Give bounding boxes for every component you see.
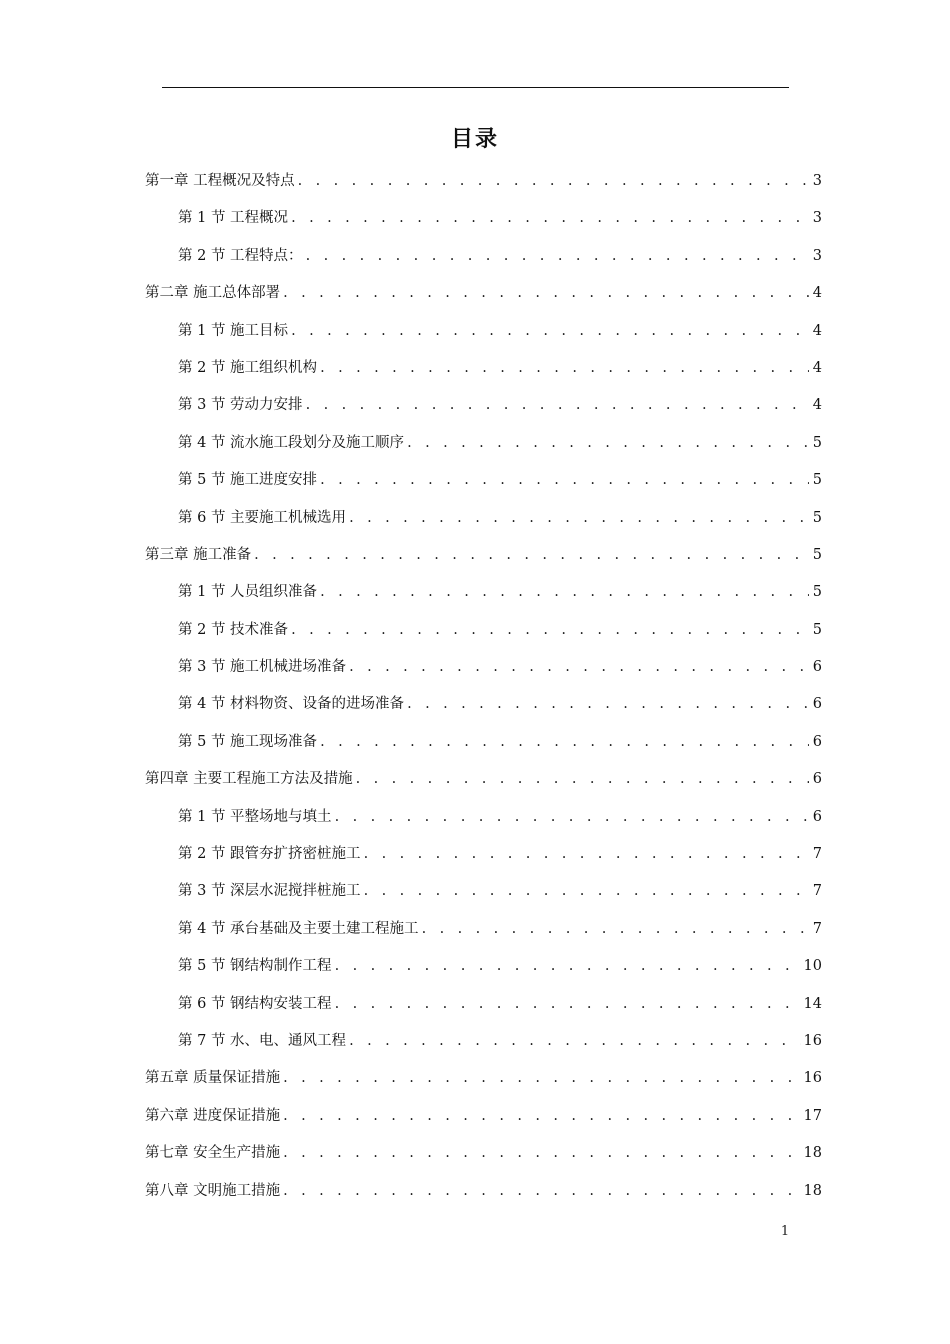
page-number: 1 — [780, 1224, 790, 1239]
toc-section-entry[interactable] — [145, 686, 822, 723]
toc-entry-label: 第 4 节 承台基础及主要土建工程施工 — [178, 920, 419, 937]
toc-entry-label: 第 6 节 钢结构安装工程 — [178, 995, 332, 1012]
dot-leader — [283, 1060, 800, 1097]
dot-leader — [407, 686, 809, 723]
toc-entry-label: 第一章 工程概况及特点 — [145, 173, 295, 189]
toc-section-entry[interactable] — [145, 238, 822, 275]
toc-entry-label: 第 1 节 工程概况 — [178, 210, 289, 227]
toc-chapter-entry[interactable] — [145, 1060, 822, 1097]
toc-entry-page: 3 — [812, 173, 822, 189]
dot-leader — [283, 275, 809, 312]
toc-entry-page: 3 — [812, 210, 822, 227]
dot-leader — [335, 986, 801, 1023]
table-of-contents — [145, 163, 822, 1210]
toc-entry-page: 6 — [812, 808, 822, 825]
toc-entry-page: 7 — [812, 846, 822, 863]
toc-chapter-entry[interactable] — [145, 275, 822, 312]
dot-leader — [306, 238, 809, 275]
toc-entry-label: 第 1 节 施工目标 — [178, 322, 289, 339]
toc-entry-page: 4 — [812, 359, 822, 376]
toc-entry-label: 第 2 节 技术准备 — [178, 621, 289, 638]
toc-entry-page: 6 — [812, 771, 822, 788]
toc-entry-page: 5 — [812, 584, 822, 601]
toc-entry-label: 第五章 质量保证措施 — [145, 1070, 281, 1087]
toc-entry-label: 第 2 节 跟管夯扩挤密桩施工 — [178, 846, 361, 863]
toc-entry-label: 第 1 节 平整场地与填土 — [178, 808, 332, 825]
toc-section-entry[interactable] — [145, 313, 822, 350]
toc-entry-page: 4 — [812, 322, 822, 339]
toc-entry-label: 第 6 节 主要施工机械选用 — [178, 509, 347, 526]
toc-entry-label: 第 4 节 材料物资、设备的进场准备 — [178, 696, 405, 713]
toc-entry-label: 第 4 节 流水施工段划分及施工顺序 — [178, 434, 405, 451]
dot-leader — [320, 574, 809, 611]
toc-entry-page: 16 — [803, 1070, 822, 1087]
header-rule — [162, 87, 789, 88]
toc-entry-page: 17 — [803, 1107, 822, 1124]
toc-entry-label: 第 5 节 钢结构制作工程 — [178, 958, 332, 975]
toc-entry-label: 第 2 节 施工组织机构 — [178, 359, 318, 376]
toc-entry-label: 第七章 安全生产措施 — [145, 1145, 281, 1162]
toc-title: 目录 — [450, 127, 499, 152]
toc-chapter-entry[interactable] — [145, 1135, 822, 1172]
toc-entry-page: 5 — [812, 472, 822, 489]
dot-leader — [283, 1173, 800, 1210]
dot-leader — [356, 761, 809, 798]
toc-section-entry[interactable] — [145, 724, 822, 761]
toc-entry-page: 6 — [812, 733, 822, 750]
toc-entry-page: 7 — [812, 920, 822, 937]
dot-leader — [349, 500, 809, 537]
toc-entry-page: 5 — [812, 509, 822, 526]
toc-section-entry[interactable] — [145, 911, 822, 948]
dot-leader — [422, 911, 809, 948]
dot-leader — [335, 948, 801, 985]
toc-entry-page: 18 — [803, 1182, 822, 1199]
toc-entry-page: 7 — [812, 883, 822, 900]
toc-chapter-entry[interactable] — [145, 1098, 822, 1135]
dot-leader — [320, 724, 809, 761]
toc-entry-label: 第四章 主要工程施工方法及措施 — [145, 771, 353, 788]
toc-section-entry[interactable] — [145, 350, 822, 387]
toc-section-entry[interactable] — [145, 836, 822, 873]
toc-section-entry[interactable] — [145, 387, 822, 424]
toc-entry-page: 16 — [803, 1032, 822, 1049]
toc-entry-label: 第 2 节 工程特点： — [178, 247, 303, 264]
dot-leader — [320, 462, 809, 499]
toc-chapter-entry[interactable] — [145, 761, 822, 798]
dot-leader — [254, 537, 809, 574]
toc-entry-label: 第 3 节 深层水泥搅拌桩施工 — [178, 883, 361, 900]
dot-leader — [364, 836, 809, 873]
dot-leader — [320, 350, 809, 387]
toc-entry-label: 第六章 进度保证措施 — [145, 1107, 281, 1124]
dot-leader — [283, 1135, 800, 1172]
toc-entry-label: 第 1 节 人员组织准备 — [178, 584, 318, 601]
toc-entry-page: 4 — [812, 397, 822, 414]
dot-leader — [291, 200, 809, 237]
toc-section-entry[interactable] — [145, 425, 822, 462]
toc-section-entry[interactable] — [145, 574, 822, 611]
dot-leader — [335, 799, 809, 836]
dot-leader — [283, 1098, 800, 1135]
toc-entry-page: 5 — [812, 546, 822, 563]
toc-section-entry[interactable] — [145, 948, 822, 985]
toc-section-entry[interactable] — [145, 200, 822, 237]
toc-section-entry[interactable] — [145, 612, 822, 649]
dot-leader — [298, 163, 809, 200]
toc-entry-page: 6 — [812, 696, 822, 713]
toc-entry-label: 第 5 节 施工现场准备 — [178, 733, 318, 750]
toc-chapter-entry[interactable] — [145, 537, 822, 574]
toc-entry-label: 第二章 施工总体部署 — [145, 285, 281, 302]
dot-leader — [407, 425, 809, 462]
toc-entry-page: 4 — [812, 285, 822, 302]
toc-entry-page: 5 — [812, 434, 822, 451]
toc-entry-label: 第三章 施工准备 — [145, 546, 252, 563]
toc-entry-label: 第 3 节 施工机械进场准备 — [178, 659, 347, 676]
toc-section-entry[interactable] — [145, 500, 822, 537]
toc-entry-page: 6 — [812, 659, 822, 676]
toc-chapter-entry[interactable] — [145, 1173, 822, 1210]
toc-section-entry[interactable] — [145, 462, 822, 499]
toc-entry-label: 第 5 节 施工进度安排 — [178, 472, 318, 489]
dot-leader — [306, 387, 809, 424]
dot-leader — [349, 649, 809, 686]
toc-section-entry[interactable] — [145, 1023, 822, 1060]
toc-entry-page: 14 — [803, 995, 822, 1012]
toc-entry-page: 10 — [803, 958, 822, 975]
dot-leader — [364, 873, 809, 910]
toc-section-entry[interactable] — [145, 986, 822, 1023]
toc-section-entry[interactable] — [145, 649, 822, 686]
toc-section-entry[interactable] — [145, 873, 822, 910]
toc-section-entry[interactable] — [145, 799, 822, 836]
dot-leader — [349, 1023, 800, 1060]
toc-chapter-entry[interactable] — [145, 163, 822, 200]
toc-entry-label: 第 3 节 劳动力安排 — [178, 397, 303, 414]
toc-entry-label: 第八章 文明施工措施 — [145, 1182, 281, 1199]
dot-leader — [291, 612, 809, 649]
toc-entry-page: 5 — [812, 621, 822, 638]
toc-entry-label: 第 7 节 水、电、通风工程 — [178, 1032, 347, 1049]
toc-entry-page: 18 — [803, 1145, 822, 1162]
toc-entry-page: 3 — [812, 247, 822, 264]
dot-leader — [291, 313, 809, 350]
